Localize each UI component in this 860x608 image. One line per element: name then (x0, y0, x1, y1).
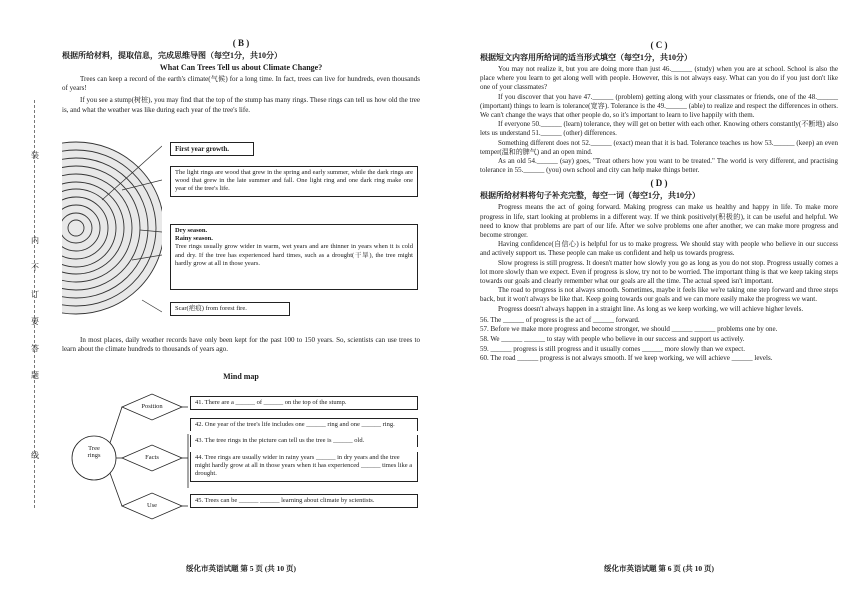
paragraph: Progress means the act of going forward. Making progress can make us healthy and happy in life. To make more progress in life, start looking at problems in a different way. If we think positively(积极的), it can be useful and helpful. We need to know that problems are part of our life. After we solve problems one after another, we can make more progress and become stronger. (480, 203, 838, 240)
article-title: What Can Trees Tell us about Climate Change? (159, 63, 323, 72)
first-year-box: First year growth. (170, 142, 254, 156)
tree-rings-node (72, 445, 116, 459)
branch-position: Position (141, 403, 163, 410)
paragraph: If you discover that you have 47.______ (problem) getting along with your classmates or friends, one of the 48.______ (important) things to learn is tolerance(宽容). Tolerance is the 49.______ (able) to realize and respect the differences in others. We can't change the ways that other people do, so it's important to learn to live happily with them. (480, 92, 838, 120)
question-56: 56. The ______ of progress is the act of ______ forward. (480, 315, 640, 324)
page-footer-right: 绥化市英语试题 第 6 页 (共 10 页) (604, 564, 714, 573)
branch-use: Use (146, 502, 158, 509)
margin-char: 要 (31, 317, 39, 326)
margin-char: 答 (31, 344, 39, 353)
paragraph: Having confidence(自信心) is helpful for us to make progress. We should stay with people who believe in our success and actively support us. These people can make us confident and help us towards progress. (480, 240, 838, 258)
page-footer-left: 绥化市英语试题 第 5 页 (共 10 页) (186, 564, 296, 573)
margin-char: 内 (31, 236, 39, 245)
tree-rings-label: Tree (88, 445, 100, 452)
question-57: 57. Before we make more progress and become stronger, we should ______ ______ problems one by one. (480, 325, 778, 334)
dry-season-label: Dry season. (175, 227, 208, 234)
light-dark-rings-box: The light rings are wood that grew in the spring and early summer, while the dark rings are wood that grew in the late summer and fall. One light ring and one dark ring make one year of the tree's life. (170, 166, 418, 197)
section-d-title: ( D ) (650, 178, 668, 189)
wider-rings-text: Tree rings usually grow wider in warm, wet years and are thinner in years when it is cold and dry. If the tree has experienced hard times, such as a drought(干旱), the tree might hardly grow at all in those years. (175, 243, 413, 267)
paragraph: Progress doesn't always happen in a straight line. As long as we keep working, we will achieve higher levels. (498, 304, 804, 313)
paragraph: If everyone 50.______ (learn) tolerance, they will get on better with each other. Knowing others constantly(不断地) also lets us understand 51.______ (other) differences. (480, 120, 838, 138)
margin-char: 题 (31, 371, 39, 380)
section-b-title: ( B ) (232, 38, 250, 48)
mind-map-title: Mind map (223, 372, 259, 381)
mind-map-item-45: 45. Trees can be ______ ______ learning about climate by scientists. (190, 494, 418, 508)
right-page (480, 0, 838, 608)
mind-map-item-42: 42. One year of the tree's life includes one ______ ring and one ______ ring. (190, 418, 418, 431)
section-b-instruction: 根据所给材料，提取信息，完成思维导图（每空1分，共10分） (62, 51, 282, 60)
closing-paragraph: In most places, daily weather records have only been kept for the past 100 to 150 years. So, scientists can use trees to learn about the climate hundreds to thousands of years ago. (62, 336, 420, 354)
mind-map-item-44: 44. Tree rings are usually wider in rainy years ______ in dry years and the tree might hardly grow at all in those years when it has experienced ______ times like a drought. (190, 452, 418, 482)
mind-map (62, 388, 420, 528)
branch-facts: Facts (145, 454, 159, 461)
paragraph: Trees can keep a record of the earth's climate(气候) for a long time. In fact, trees can live for hundreds, even thousands of years! (62, 75, 420, 93)
section-c-title: ( C ) (650, 40, 668, 50)
paragraph: If you see a stump(树桩), you may find that the top of the stump has many rings. These rings can tell us how old the tree is, and what the weather was like during each year of the tree's life. (62, 96, 420, 114)
margin-char: 装 (31, 151, 39, 160)
margin-char: 不 (31, 263, 39, 272)
tree-rings-label: rings (87, 452, 101, 459)
question-60: 60. The road ______ progress is not always smooth. If we keep working, we will achieve ______ levels. (480, 354, 773, 363)
question-list (480, 316, 838, 364)
paragraph: Slow progress is still progress. It doesn't matter how slowly you go as long as you do not stop. Progress usually comes a lot more slowly than we expect. Even if progress is slow, try not to be worried. The important thing is that we keep taking steps towards our goals and clearly remember what our goals are all the time. The actual speed isn't important. (480, 258, 838, 286)
scar-box: Scar(疤痕) from forest fire. (170, 302, 290, 316)
mind-map-item-43: 43. The tree rings in the picture can tell us the tree is ______ old. (190, 435, 418, 447)
stump-drawing (62, 140, 162, 330)
season-box (170, 224, 418, 290)
paragraph: Something different does not 52.______ (exact) mean that it is bad. Tolerance teaches us how 53.______ (keep) an even temper(温和的脾气) and an open mind. (480, 138, 838, 156)
margin-char: 线 (31, 451, 39, 460)
question-58: 58. We ______ ______ to stay with people who believe in our success and support us actively. (480, 335, 745, 344)
left-page (62, 0, 420, 608)
paragraph: The road to progress is not always smooth. Sometimes, maybe it feels like we're taking one step forward and three steps back, but it won't always be like that. Keep going towards our goals and we can more easily make the progress we want. (480, 286, 838, 304)
rainy-season-label: Rainy season. (175, 235, 213, 243)
section-d-instruction: 根据所给材料将句子补充完整，每空一词（每空1分，共10分） (480, 191, 700, 201)
section-c-instruction: 根据短文内容用所给词的适当形式填空（每空1分，共10分） (480, 53, 692, 62)
binding-dash-line (34, 100, 35, 508)
margin-char: 订 (31, 290, 39, 299)
paragraph: As an old 54.______ (say) goes, "Treat others how you want to be treated." The world is very different, and practising tolerance in 55.______ (you) own school and city can help make things better. (480, 157, 838, 175)
mind-map-item-41: 41. There are a ______ of ______ on the top of the stump. (190, 396, 418, 410)
question-59: 59. ______ progress is still progress and it usually comes ______ more slowly than we expect. (480, 344, 745, 353)
paragraph: You may not realize it, but you are doing more than just 46.______ (study) when you are at school. School is also the place where you learn to get along well with people. However, this is not always easy. What can you do if you just don't like one of your classmates? (480, 65, 838, 92)
tree-ring-diagram (62, 140, 420, 330)
stump-rings (62, 142, 162, 314)
